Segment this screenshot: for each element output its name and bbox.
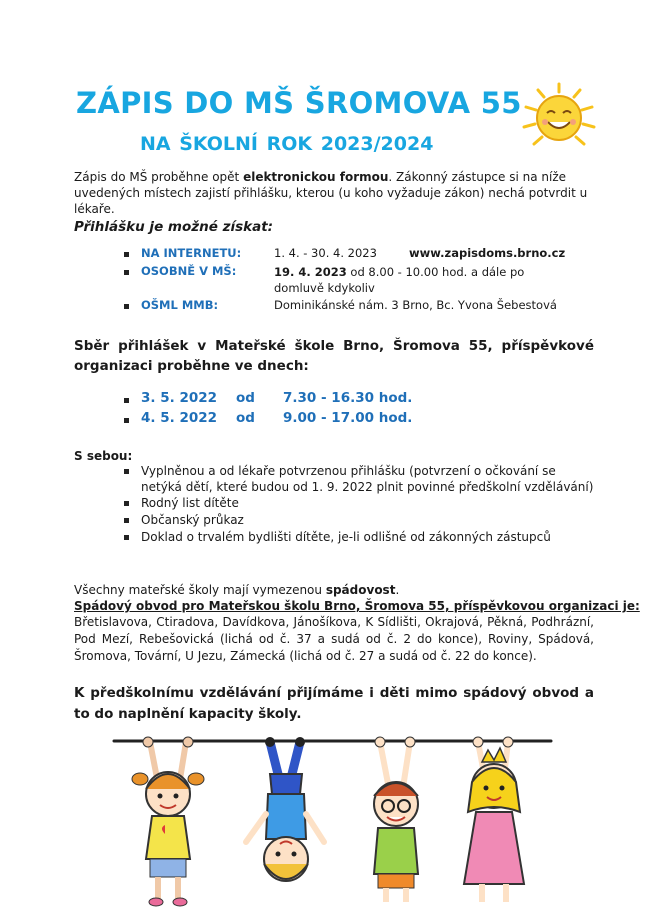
bullet-icon bbox=[124, 304, 129, 309]
street-list: Břetislavova, Ctiradova, Davídkova, Jánošíkova, K Sídlišti, Okrajová, Pěkná, Podhrázní, Pod Mezí, Rebešovická (lichá od č. 37 a sudá od č. 2 do konce), Roviny, Spádová, Šromova, Tovární, U Jezu, Zámecká (lichá od č. 27 a sudá od č. 22 do konce). bbox=[74, 615, 594, 663]
date-1-od: od bbox=[236, 390, 255, 406]
obtain-heading: Přihlášku je možné získat: bbox=[74, 219, 274, 235]
obtain-value-internet: 1. 4. - 30. 4. 2023 bbox=[274, 246, 377, 260]
bring-item: Rodný list dítěte bbox=[141, 496, 239, 510]
bring-item: Doklad o trvalém bydlišti dítěte, je-li odlišné od zákonných zástupců bbox=[141, 530, 551, 544]
page-subtitle: NA ŠKOLNÍ ROK 2023/2024 bbox=[140, 133, 434, 155]
collection-paragraph: Sběr přihlášek v Mateřské škole Brno, Šromova 55, příspěvkové organizaci proběhne ve dnech: bbox=[74, 338, 594, 374]
bullet-icon bbox=[124, 270, 129, 275]
sun-illustration bbox=[516, 82, 602, 152]
obtain-label-internet: NA INTERNETU: bbox=[141, 246, 242, 260]
bullet-icon bbox=[124, 469, 129, 474]
obtain-value-osml: Dominikánské nám. 3 Brno, Bc. Yvona Šebestová bbox=[274, 298, 557, 312]
date-2-od: od bbox=[236, 410, 255, 426]
date-1: 3. 5. 2022 bbox=[141, 390, 218, 406]
obtain-value-osobne: 19. 4. 2023 od 8.00 - 10.00 hod. a dále po domluvě kdykoliv bbox=[274, 265, 525, 295]
page-title: ZÁPIS DO MŠ ŠROMOVA 55 bbox=[76, 86, 522, 120]
obtain-label-osobne: OSOBNĚ V MŠ: bbox=[141, 264, 237, 278]
bring-heading: S sebou: bbox=[74, 449, 133, 463]
bring-item: Vyplněnou a od lékaře potvrzenou přihlášku (potvrzení o očkování se netýká dětí, které budou od 1. 9. 2022 plnit povinné předškolní vzdělávání) bbox=[141, 464, 594, 494]
obtain-label-osml: OŠML MMB: bbox=[141, 298, 219, 312]
bullet-icon bbox=[124, 535, 129, 540]
date-2-time: 9.00 - 17.00 hod. bbox=[283, 410, 413, 426]
date-2: 4. 5. 2022 bbox=[141, 410, 218, 426]
intro-paragraph: Zápis do MŠ proběhne opět elektronickou formou. Zákonný zástupce si na níže uvedených místech zajistí přihlášku, kterou (u koho vyžaduje zákon) nechá potvrdit u lékaře. bbox=[74, 170, 588, 216]
bullet-icon bbox=[124, 501, 129, 506]
catchment-intro: Všechny mateřské školy mají vymezenou spádovost. bbox=[74, 583, 400, 597]
website-link[interactable]: www.zapisdoms.brno.cz bbox=[409, 246, 566, 260]
kids-hanging-illustration bbox=[110, 734, 555, 909]
bullet-icon bbox=[124, 252, 129, 257]
catchment-heading: Spádový obvod pro Mateřskou školu Brno, Šromova 55, příspěvkovou organizaci je: bbox=[74, 599, 640, 613]
final-note: K předškolnímu vzdělávání přijímáme i děti mimo spádový obvod a to do naplnění kapacity školy. bbox=[74, 685, 594, 722]
bullet-icon bbox=[124, 418, 129, 423]
bring-item: Občanský průkaz bbox=[141, 513, 244, 527]
bullet-icon bbox=[124, 518, 129, 523]
date-1-time: 7.30 - 16.30 hod. bbox=[283, 390, 413, 406]
bullet-icon bbox=[124, 398, 129, 403]
